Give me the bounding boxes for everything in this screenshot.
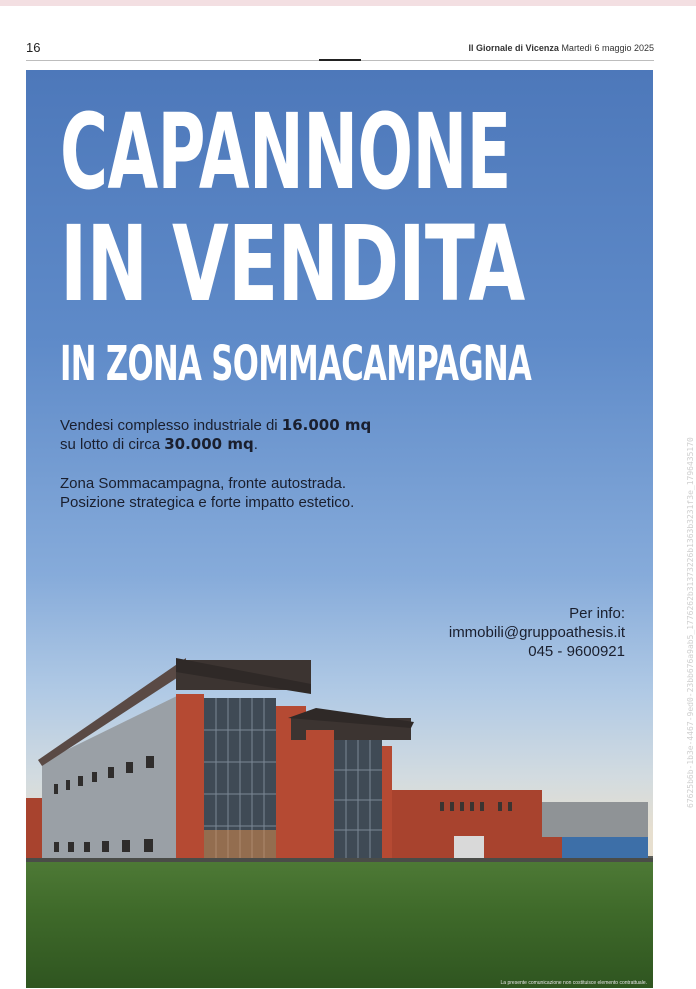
contact-email[interactable]: immobili@gruppoathesis.it xyxy=(448,624,625,641)
top-color-strip xyxy=(0,0,696,6)
headline-line-2: IN VENDITA xyxy=(60,203,525,325)
real-estate-advertisement xyxy=(26,70,653,988)
headline-line-1: CAPANNONE xyxy=(60,91,511,213)
industrial-building-photo xyxy=(26,650,653,865)
description-size: Vendesi complesso industriale di 16.000 mq su lotto di circa 30.000 mq. xyxy=(60,416,372,453)
grass-field xyxy=(26,860,653,988)
description-location: Zona Sommacampagna, fronte autostrada. Posizione strategica e forte impatto estetico. xyxy=(60,475,355,511)
page-number: 16 xyxy=(26,40,41,55)
contact-info xyxy=(449,604,625,661)
side-tracking-code: 67625b6b-1b3e-4467-9ed0-23bb676a9ab5_1776262b31373226b1363b3231f3e_1796435170 xyxy=(686,437,695,808)
contact-phone[interactable]: 045 - 9600921 xyxy=(528,643,625,660)
building-area: 16.000 mq xyxy=(281,416,372,434)
issue-date: Martedì 6 maggio 2025 xyxy=(561,43,654,53)
publication-name: Il Giornale di Vicenza xyxy=(468,43,559,53)
subheadline: IN ZONA SOMMACAMPAGNA xyxy=(60,336,532,392)
info-label: Per info: xyxy=(569,605,625,622)
lot-area: 30.000 mq xyxy=(164,435,254,453)
header-rule-mark xyxy=(319,59,361,61)
legal-disclaimer: La presente comunicazione non costituisce elemento contrattuale. xyxy=(500,980,647,986)
masthead xyxy=(469,43,654,53)
